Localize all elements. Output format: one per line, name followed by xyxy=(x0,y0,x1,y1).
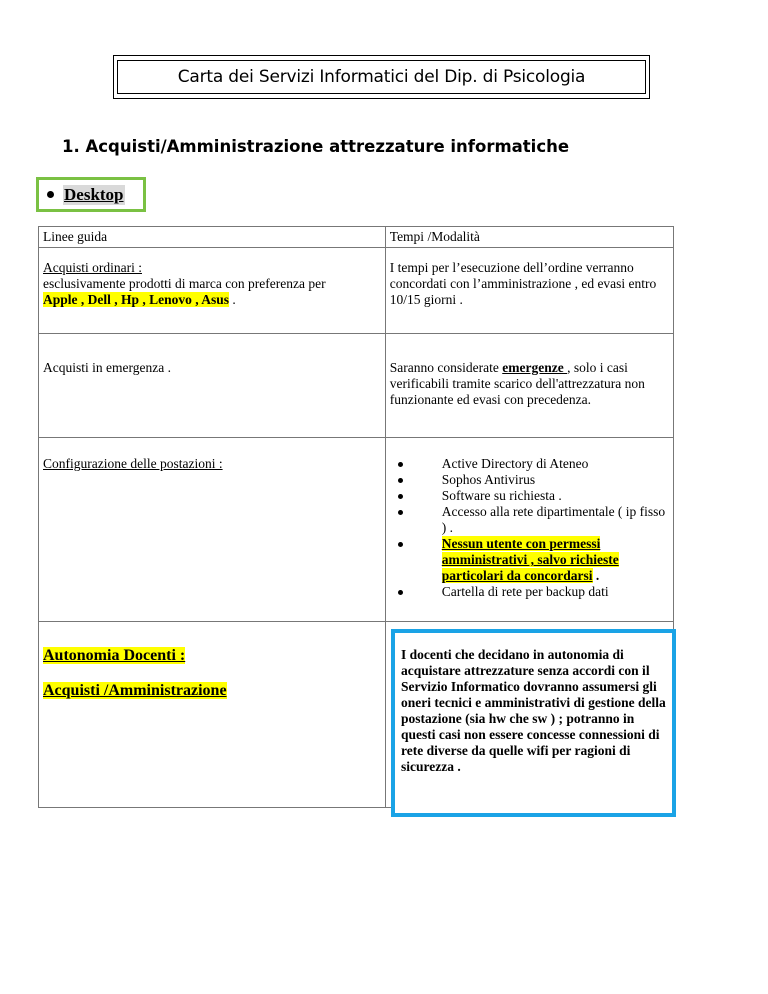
autonomy-notice-text: I docenti che decidano in autonomia di acquistare attrezzature senza accordi con il Servizio Informatico dovranno assumersi gli oneri tecnici e amministrativi di gestione della postazione (sia hw che sw ) ; potranno in questi casi non essere concesse connessioni di rete diverse da quelle wifi per ragioni di sicurezza . xyxy=(401,647,666,774)
row1-description: esclusivamente prodotti di marca con preferenza per xyxy=(43,276,326,291)
row2-timing-cell xyxy=(385,334,673,438)
table-row xyxy=(39,248,674,334)
row3-guidelines-cell xyxy=(39,438,386,622)
autonomy-label-line xyxy=(43,646,381,666)
row1-brands: Apple , Dell , Hp , Lenovo , Asus xyxy=(43,292,230,307)
document-title-frame xyxy=(113,55,650,99)
row1-title: Acquisti ordinari : xyxy=(43,260,142,275)
row1-timing-cell: I tempi per l’esecuzione dell’ordine verranno concordati con l’amministrazione , ed evasi entro 10/15 giorni . xyxy=(385,248,673,334)
row4-guidelines-cell xyxy=(39,622,386,808)
row2-text-rest: , solo i casi verificabili tramite scarico dell'attrezzatura non funzionante ed evasi con precedenza. xyxy=(389,360,645,407)
list-item: Software su richiesta . xyxy=(442,488,669,504)
row2-emphasis: emergenze xyxy=(502,360,568,375)
desktop-label: Desktop xyxy=(64,184,124,204)
table-header-row xyxy=(39,227,674,248)
desktop-label-box xyxy=(36,177,146,212)
acquisti-label: Acquisti /Amministrazione xyxy=(43,682,227,699)
row2-text-prefix: Saranno considerate xyxy=(389,360,503,375)
row3-config-cell xyxy=(385,438,673,622)
row1-brands-line xyxy=(43,292,381,308)
header-cell-guidelines: Linee guida xyxy=(39,227,386,248)
desktop-label-inner xyxy=(43,184,139,205)
autonomy-label: Autonomia Docenti : xyxy=(43,647,186,664)
list-item: Sophos Antivirus xyxy=(442,472,669,488)
row2-guidelines-cell: Acquisti in emergenza . xyxy=(39,334,386,438)
header-cell-timing: Tempi /Modalità xyxy=(385,227,673,248)
bullet-icon xyxy=(47,191,54,198)
row1-brands-suffix: . xyxy=(229,292,236,307)
row3-title: Configurazione delle postazioni : xyxy=(43,456,223,471)
row1-guidelines-cell xyxy=(39,248,386,334)
list-item: Cartella di rete per backup dati xyxy=(442,584,669,600)
list-item: Active Directory di Ateneo xyxy=(442,456,669,472)
section-heading: 1. Acquisti/Amministrazione attrezzature informatiche xyxy=(62,137,570,156)
table-row xyxy=(39,334,674,438)
restriction-text: Nessun utente con permessi amministrativi , salvo richieste particolari da concordarsi xyxy=(441,536,619,583)
table-row xyxy=(39,438,674,622)
restriction-suffix: . xyxy=(592,568,600,583)
acquisti-label-line xyxy=(43,681,381,701)
config-list xyxy=(390,456,669,600)
document-title-inner-frame xyxy=(117,60,646,94)
list-item-restriction xyxy=(442,536,669,584)
autonomy-notice-box xyxy=(391,629,676,817)
list-item: Accesso alla rete dipartimentale ( ip fisso ) . xyxy=(442,504,669,536)
document-title: Carta dei Servizi Informatici del Dip. di Psicologia xyxy=(177,67,586,87)
